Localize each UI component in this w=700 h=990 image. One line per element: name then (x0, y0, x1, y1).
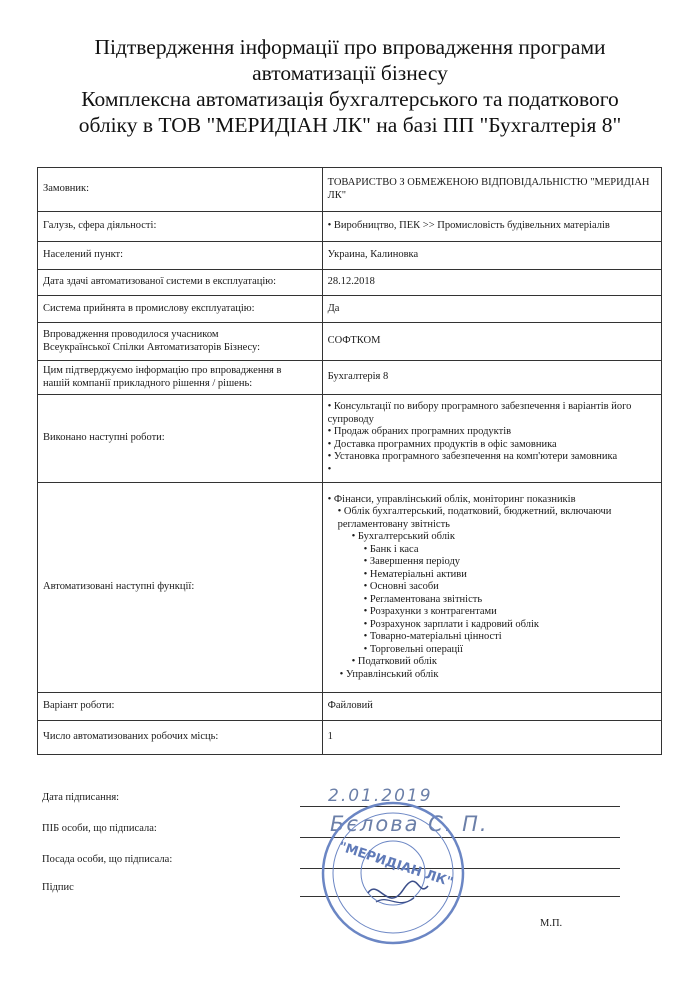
signature-scribble (368, 881, 428, 898)
signature-label: Підпис (42, 882, 74, 893)
functions-item: • Фінанси, управлінський облік, моніторинг показників (327, 493, 576, 505)
row-solution (38, 361, 662, 395)
row-workplaces (38, 721, 662, 755)
handwritten-name: Бєлова С. П. (330, 812, 489, 836)
functions-label: Автоматизовані наступні функції: (38, 483, 323, 693)
industry-label: Галузь, сфера діяльності: (38, 212, 323, 242)
works-item: • Доставка програмних продуктів в офіс замовника (327, 438, 557, 450)
workplaces-label: Число автоматизованих робочих місць: (38, 721, 323, 755)
stamp-text: "МЕРИДІАН ЛК" (336, 839, 455, 891)
functions-item: • Податковий облік (351, 656, 437, 668)
industry-value: • Виробництво, ПЕК >> Промисловість будівельних матеріалів (322, 212, 661, 242)
functions-item: • Бухгалтерський облік (351, 531, 455, 543)
signing-date-label: Дата підписання: (42, 792, 120, 803)
functions-item: • Банк і каса (363, 543, 419, 555)
accepted-value: Да (322, 296, 661, 323)
functions-value (322, 483, 661, 693)
row-works (38, 395, 662, 483)
date-label: Дата здачі автоматизованої системи в експлуатацію: (38, 270, 323, 296)
company-stamp (318, 798, 468, 948)
row-industry (38, 212, 662, 242)
works-label: Виконано наступні роботи: (38, 395, 323, 483)
solution-label-line-2: нашій компанії прикладного рішення / рішень: (43, 377, 253, 389)
mode-label: Варіант роботи: (38, 693, 323, 721)
title-line-1: Підтвердження інформації про впровадження програми (94, 35, 606, 59)
mode-value: Файловий (322, 693, 661, 721)
row-implementer (38, 323, 662, 361)
row-date (38, 270, 662, 296)
functions-item: • Товарно-матеріальні цінності (363, 631, 502, 643)
functions-item: • Управлінський облік (339, 668, 439, 680)
solution-label-line-1: Цим підтверджуємо інформацію про впровадження в (43, 365, 282, 376)
customer-value: ТОВАРИСТВО З ОБМЕЖЕНОЮ ВІДПОВІДАЛЬНІСТЮ "МЕРИДІАН ЛК" (322, 168, 661, 212)
title-line-3: Комплексна автоматизація бухгалтерського та податкового (81, 87, 619, 111)
implementer-label-line-1: Впровадження проводилося учасником (43, 329, 219, 340)
accepted-label: Система прийнята в промислову експлуатацію: (38, 296, 323, 323)
solution-value: Бухгалтерія 8 (322, 361, 661, 395)
functions-item: • Регламентована звітність (363, 593, 483, 605)
locality-value: Украина, Калиновка (322, 242, 661, 270)
implementer-label-line-2: Всеукраїнської Спілки Автоматизаторів Бізнесу: (43, 341, 261, 353)
works-item: • (327, 463, 332, 475)
implementer-value: СОФТКОМ (322, 323, 661, 361)
signer-position-label: Посада особи, що підписала: (42, 854, 173, 865)
works-item: • Установка програмного забезпечення на комп'ютери замовника (327, 451, 618, 462)
info-table (37, 167, 662, 755)
stamp-place-label: М.П. (540, 918, 563, 929)
signature-scribble (376, 898, 414, 903)
row-locality (38, 242, 662, 270)
functions-item: • Основні засоби (363, 581, 439, 593)
functions-item: • Завершення періоду (363, 556, 461, 568)
title-line-4: обліку в ТОВ "МЕРИДІАН ЛК" на базі ПП "Бухгалтерія 8" (78, 113, 622, 137)
works-item: • Консультації по вибору програмного забезпечення і варіантів його супроводу (327, 401, 632, 425)
functions-item: • Розрахунки з контрагентами (363, 606, 497, 618)
locality-label: Населений пункт: (38, 242, 323, 270)
functions-item: • Розрахунок зарплати і кадровий облік (363, 618, 539, 630)
works-list (328, 401, 656, 476)
signer-name-label: ПІБ особи, що підписала: (42, 823, 157, 834)
handwritten-date: 2.01.2019 (328, 786, 433, 806)
document-title (20, 34, 680, 138)
solution-label (38, 361, 323, 395)
functions-item: • Нематеріальні активи (363, 568, 467, 580)
works-item: • Продаж обраних програмних продуктів (327, 426, 512, 437)
functions-item: • Торговельні операції (363, 643, 463, 655)
workplaces-value: 1 (322, 721, 661, 755)
date-value: 28.12.2018 (322, 270, 661, 296)
row-accepted (38, 296, 662, 323)
row-functions (38, 483, 662, 693)
title-line-2: автоматизації бізнесу (252, 61, 448, 85)
works-value (322, 395, 661, 483)
functions-list (328, 494, 656, 682)
row-mode (38, 693, 662, 721)
customer-label: Замовник: (38, 168, 323, 212)
row-customer (38, 168, 662, 212)
implementer-label (38, 323, 323, 361)
functions-item: • Облік бухгалтерський, податковий, бюджетний, включаючи регламентовану звітність (337, 506, 612, 530)
